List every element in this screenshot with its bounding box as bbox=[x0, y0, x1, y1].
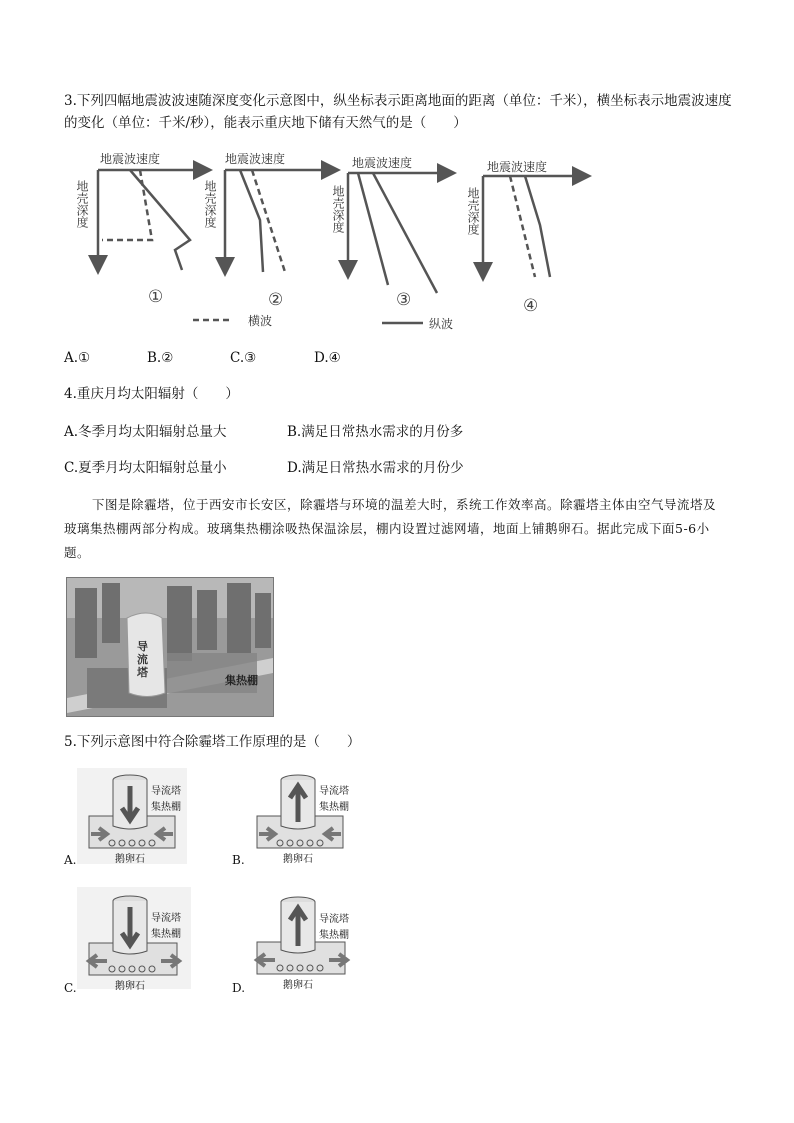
photo-label-shed: 集热棚 bbox=[225, 674, 258, 687]
haze-tower-photo bbox=[66, 577, 274, 717]
q3-option-a: A.① bbox=[64, 350, 91, 366]
figure-a bbox=[77, 768, 187, 864]
panel2-x-label: 地震波速度 bbox=[225, 152, 286, 166]
fig-a-label-stone: 鹅卵石 bbox=[115, 854, 145, 865]
q5-option-b: B. bbox=[232, 853, 245, 867]
q3-option-d: D.④ bbox=[314, 350, 341, 366]
panel4-y-label: 地壳深度 bbox=[466, 187, 480, 235]
q5-option-c: C. bbox=[64, 981, 77, 995]
seismic-wave-diagrams bbox=[60, 145, 620, 340]
q4-option-b: B.满足日常热水需求的月份多 bbox=[287, 424, 464, 440]
q3-option-b: B.② bbox=[147, 350, 174, 366]
fig-d-label-stone: 鹅卵石 bbox=[283, 980, 313, 991]
fig-a-label-tower: 导流塔 bbox=[151, 786, 181, 797]
panel3-y-label: 地壳深度 bbox=[331, 185, 345, 233]
fig-d-label-tower: 导流塔 bbox=[319, 914, 349, 925]
fig-d-label-shed: 集热棚 bbox=[319, 930, 349, 941]
q3-option-c: C.③ bbox=[230, 350, 257, 366]
q4-option-d: D.满足日常热水需求的月份少 bbox=[287, 460, 464, 476]
figure-c bbox=[77, 887, 191, 992]
figure-d bbox=[245, 890, 357, 991]
q5-option-a: A. bbox=[64, 853, 77, 867]
q4-option-a: A.冬季月均太阳辐射总量大 bbox=[64, 424, 227, 440]
panel-label-2: ② bbox=[268, 290, 284, 310]
panel-label-4: ④ bbox=[523, 296, 539, 316]
fig-b-label-stone: 鹅卵石 bbox=[283, 854, 313, 865]
photo-label-tower: 导流塔 bbox=[137, 640, 148, 679]
q5-option-d: D. bbox=[232, 981, 246, 995]
panel1-y-label: 地壳深度 bbox=[75, 180, 89, 228]
fig-b-label-shed: 集热棚 bbox=[319, 802, 349, 813]
panel4-x-label: 地震波速度 bbox=[487, 160, 548, 174]
panel3-x-label: 地震波速度 bbox=[352, 156, 413, 170]
panel-label-1: ① bbox=[148, 287, 164, 307]
q4-stem: 4.重庆月均太阳辐射（ ） bbox=[64, 386, 239, 402]
q5-stem: 5.下列示意图中符合除霾塔工作原理的是（ ） bbox=[64, 734, 361, 750]
fig-b-label-tower: 导流塔 bbox=[319, 786, 349, 797]
fig-c-label-stone: 鹅卵石 bbox=[115, 981, 145, 992]
fig-c-label-tower: 导流塔 bbox=[151, 913, 181, 924]
q3-stem: 3.下列四幅地震波波速随深度变化示意图中，纵坐标表示距离地面的距离（单位：千米），横坐标表示地震波速度的变化（单位：千米/秒），能表示重庆地下储有天然气的是（ ） bbox=[64, 93, 732, 131]
figure-b bbox=[245, 768, 355, 864]
panel2-y-label: 地壳深度 bbox=[203, 180, 217, 228]
panel-label-3: ③ bbox=[396, 290, 412, 310]
fig-c-label-shed: 集热棚 bbox=[151, 929, 181, 940]
q4-option-c: C.夏季月均太阳辐射总量小 bbox=[64, 460, 227, 476]
fig-a-label-shed: 集热棚 bbox=[151, 802, 181, 813]
panel1-x-label: 地震波速度 bbox=[100, 152, 161, 166]
legend-solid-label: 纵波 bbox=[429, 317, 454, 331]
legend-dashed-label: 横波 bbox=[248, 314, 273, 328]
intro-passage: 下图是除霾塔，位于西安市长安区，除霾塔与环境的温差大时，系统工作效率高。除霾塔主体由空气导流塔及玻璃集热棚两部分构成。玻璃集热棚涂吸热保温涂层，棚内设置过滤网墙，地面上铺鹅卵石。据此完成下面5-6小题。 bbox=[64, 497, 717, 560]
